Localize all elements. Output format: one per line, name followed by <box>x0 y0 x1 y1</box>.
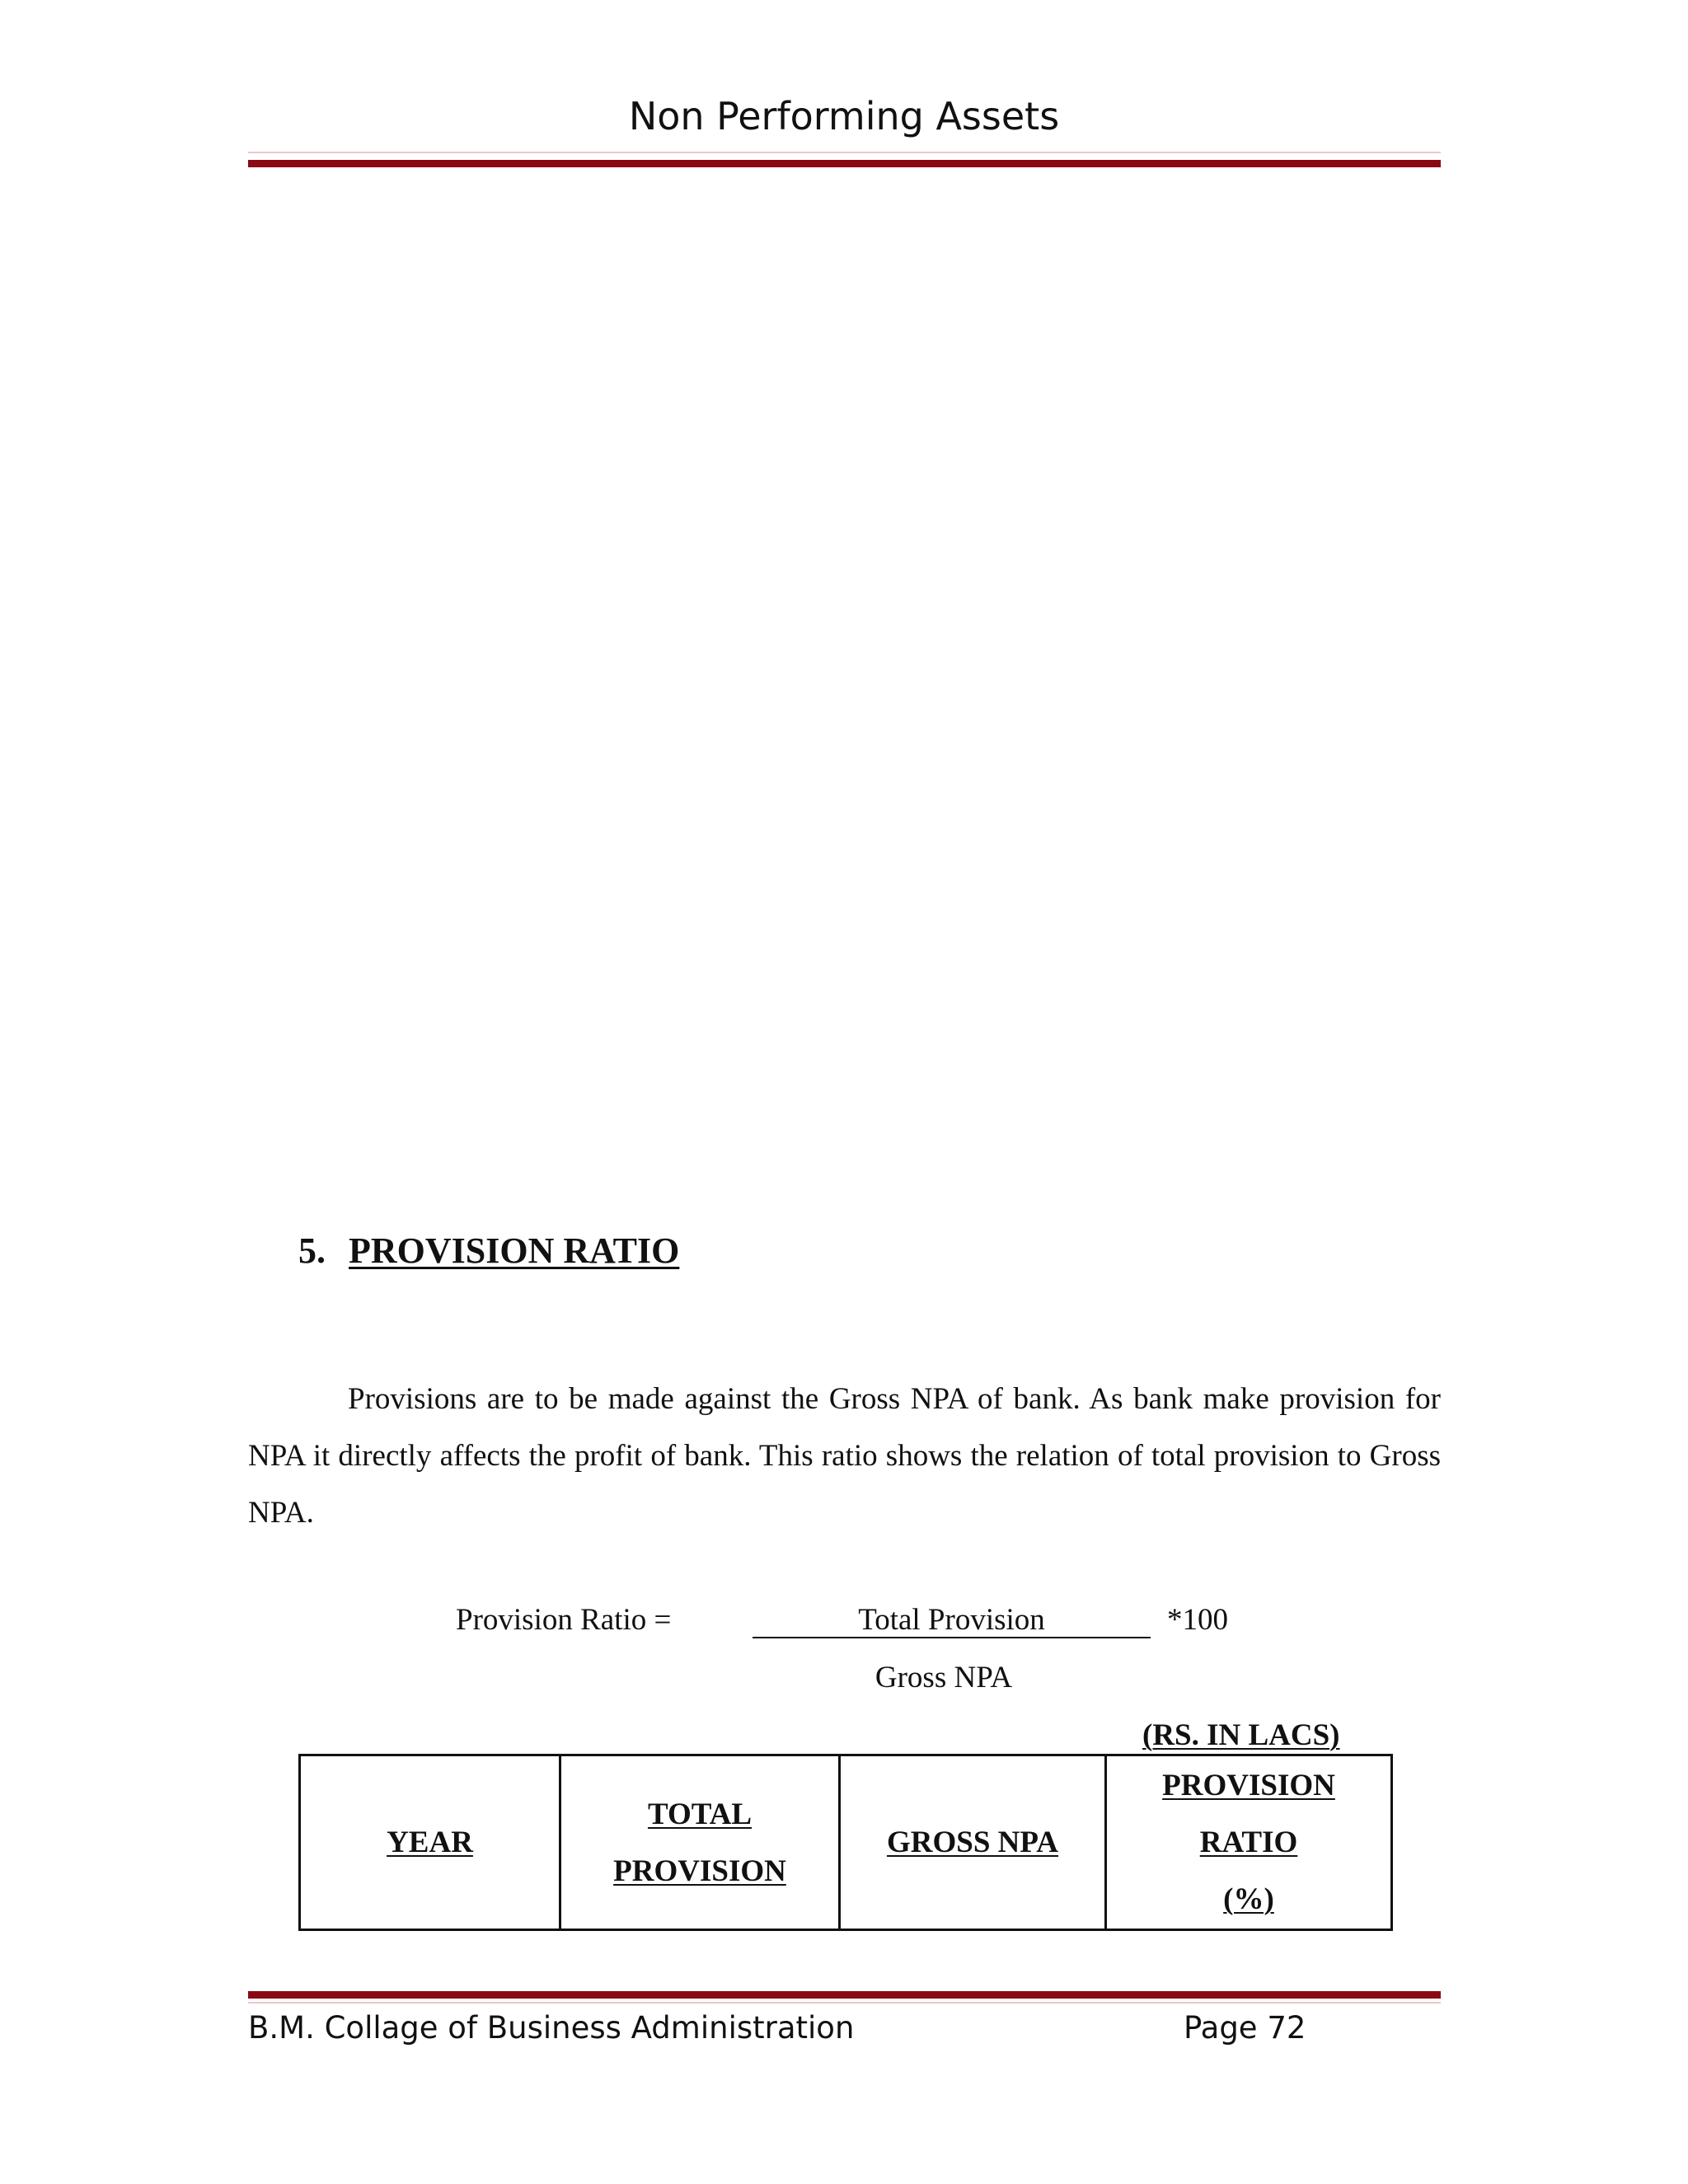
section-heading <box>298 1230 680 1271</box>
header-total-provision-line2: PROVISION <box>613 1854 786 1888</box>
header-year-label: YEAR <box>387 1825 473 1859</box>
footer-thin-rule <box>248 2002 1441 2004</box>
table-header-row <box>300 1755 1392 1930</box>
provision-ratio-table <box>298 1754 1393 1931</box>
header-provision-ratio <box>1106 1755 1392 1930</box>
header-provision-ratio-line1: PROVISION <box>1162 1769 1335 1802</box>
footer-college-name: B.M. Collage of Business Administration <box>248 2010 855 2046</box>
formula-numerator: Total Provision <box>753 1605 1151 1638</box>
header-total-provision-line1: TOTAL <box>647 1797 753 1831</box>
formula-denominator: Gross NPA <box>874 1661 1013 1694</box>
units-note: (RS. IN LACS) <box>1142 1718 1340 1752</box>
section-number: 5. <box>298 1230 326 1271</box>
header-thin-rule <box>248 152 1441 153</box>
header-total-provision <box>560 1755 840 1930</box>
footer-page-number: Page 72 <box>1184 2010 1306 2046</box>
page-header-title: Non Performing Assets <box>628 94 1060 138</box>
section-title: PROVISION RATIO <box>349 1230 680 1271</box>
body-paragraph: Provisions are to be made against the Gross NPA of bank. As bank make provision for NPA it directly affects the profit of bank. This ratio shows the relation of total provision to Gross NPA. <box>248 1382 1441 1530</box>
formula-multiplier: *100 <box>1167 1603 1228 1637</box>
header-year <box>300 1755 560 1930</box>
header-provision-ratio-line3: (%) <box>1223 1882 1274 1916</box>
formula-label: Provision Ratio = <box>456 1603 672 1637</box>
header-gross-npa-label: GROSS NPA <box>887 1825 1058 1859</box>
header-gross-npa <box>840 1755 1106 1930</box>
header-thick-rule <box>248 160 1441 167</box>
header-provision-ratio-line2: RATIO <box>1199 1825 1298 1859</box>
footer-thick-rule <box>248 1991 1441 1999</box>
